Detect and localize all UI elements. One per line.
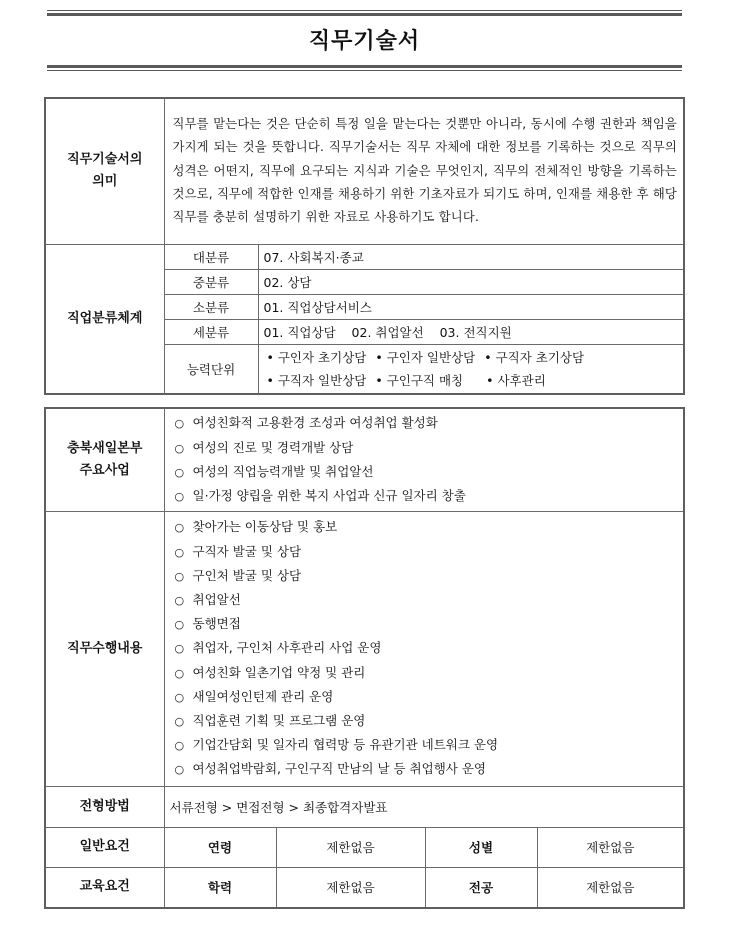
main-business-item: [175, 460, 684, 484]
classification-name: 중분류: [164, 269, 258, 294]
duty-item-text: 취업자, 구인처 사후관리 사업 운영: [192, 640, 382, 656]
duty-item: [175, 612, 684, 636]
job-description-table: [44, 97, 685, 395]
main-business-list-cell: [164, 408, 684, 511]
duties-list: [165, 515, 684, 781]
classification-value: 07. 사회복지·종교: [258, 244, 684, 269]
circle-bullet-icon: ○: [174, 569, 185, 583]
circle-bullet-icon: ○: [174, 618, 185, 632]
title-bottom-rule: [47, 65, 682, 71]
selection-value: 서류전형 > 면접전형 > 최종합격자발표: [164, 786, 684, 827]
duty-item-text: 직업훈련 기획 및 프로그램 운영: [192, 713, 366, 728]
duties-label: 직무수행내용: [45, 511, 164, 786]
main-business-label-line2: 주요사업: [79, 462, 130, 478]
main-business-item: [175, 484, 684, 508]
circle-bullet-icon: ○: [174, 441, 185, 455]
duty-item: [175, 515, 684, 539]
general-requirements-row: [45, 827, 684, 867]
document-title: 직무기술서: [308, 29, 421, 54]
meaning-label: [45, 98, 164, 244]
title-top-rule: [47, 10, 682, 16]
circle-bullet-icon: ○: [174, 521, 185, 535]
ability-unit: • 구인자 초기상담: [266, 349, 367, 365]
duty-item-text: 여성취업박람회, 구인구직 만남의 날 등 취업행사 운영: [192, 761, 486, 777]
meaning-row: [45, 98, 684, 244]
selection-row: [45, 786, 684, 827]
duty-item-text: 찾아가는 이동상담 및 홍보: [192, 519, 338, 535]
business-duties-table: [44, 407, 685, 909]
ability-unit: • 사후관리: [486, 372, 546, 388]
main-business-item-text: 여성친화적 고용환경 조성과 여성취업 활성화: [192, 415, 438, 431]
main-business-item-text: 여성의 직업능력개발 및 취업알선: [192, 463, 374, 479]
duty-item: [175, 588, 684, 612]
duty-item-text: 구직자 발굴 및 상담: [192, 543, 302, 559]
ability-unit: • 구직자 초기상담: [484, 349, 585, 365]
duty-item: [175, 540, 684, 564]
gender-value: 제한없음: [537, 827, 684, 867]
main-business-list: [165, 411, 684, 508]
major-label: 전공: [425, 867, 537, 908]
main-business-item-text: 일·가정 양립을 위한 복지 사업과 신규 일자리 창출: [192, 487, 466, 503]
age-value: 제한없음: [276, 827, 425, 867]
circle-bullet-icon: ○: [174, 417, 185, 431]
ability-units-label: 능력단위: [164, 344, 258, 394]
duty-item: [175, 636, 684, 660]
duty-item-text: 동행면접: [192, 616, 241, 632]
selection-label: 전형방법: [45, 786, 164, 827]
classification-name: 대분류: [164, 244, 258, 269]
main-business-item-text: 여성의 진로 및 경력개발 상담: [192, 439, 354, 455]
main-business-item: [175, 436, 684, 460]
education-requirements-label: 교육요건: [45, 867, 164, 908]
classification-label: 직업분류체계: [45, 244, 164, 394]
ability-unit: • 구인자 일반상담: [375, 349, 476, 365]
duty-item-text: 새일여성인턴제 관리 운영: [192, 688, 334, 704]
duty-item: [175, 733, 684, 757]
circle-bullet-icon: ○: [174, 593, 185, 607]
circle-bullet-icon: ○: [174, 763, 185, 777]
ability-units-list: [258, 344, 684, 394]
major-value: 제한없음: [537, 867, 684, 908]
circle-bullet-icon: ○: [174, 545, 185, 559]
circle-bullet-icon: ○: [174, 739, 185, 753]
gender-label: 성별: [425, 827, 537, 867]
meaning-label-line2: 의미: [92, 174, 118, 190]
circle-bullet-icon: ○: [174, 642, 185, 656]
main-business-item: [175, 411, 684, 435]
meaning-text: 직무를 맡는다는 것은 단순히 특정 일을 맡는다는 것뿐만 아니라, 동시에 수행 권한과 책임을 가지게 되는 것을 뜻합니다. 직무기술서는 직무 자체에 대한 정보를 기록하는 것으로 직무의 성격은 어떤지, 직무에 요구되는 지식과 기술은 무엇인지, 직무의 전체적인 방향을 기록하는 것으로, 직무에 적합한 인재를 채용하기 위한 기초자료가 되기도 하며, 인재를 채용한 후 해당 직무를 충분히 설명하기 위한 자료로 사용하기도 합니다.: [164, 98, 684, 244]
classification-value: 01. 직업상담서비스: [258, 294, 684, 319]
duty-item-text: 여성친화 일촌기업 약정 및 관리: [192, 664, 366, 680]
age-label: 연령: [164, 827, 276, 867]
duty-item: [175, 564, 684, 588]
main-business-label: [45, 408, 164, 511]
duty-item: [175, 685, 684, 709]
general-requirements-label: 일반요건: [45, 827, 164, 867]
circle-bullet-icon: ○: [174, 666, 185, 680]
education-requirements-row: [45, 867, 684, 908]
circle-bullet-icon: ○: [174, 489, 185, 503]
duty-item: [175, 757, 684, 781]
duties-row: [45, 511, 684, 786]
main-business-row: [45, 408, 684, 511]
ability-units-line: [259, 369, 684, 392]
ability-unit: • 구인구직 매칭: [375, 372, 464, 388]
degree-value: 제한없음: [276, 867, 425, 908]
duty-item: [175, 709, 684, 733]
classification-value: 02. 상담: [258, 269, 684, 294]
duty-item: [175, 661, 684, 685]
ability-units-line: [259, 346, 684, 369]
meaning-label-line1: 직무기술서의: [67, 152, 143, 168]
classification-name: 소분류: [164, 294, 258, 319]
duty-item-text: 기업간담회 및 일자리 협력망 등 유관기관 네트워크 운영: [192, 737, 499, 753]
duty-item-text: 취업알선: [192, 591, 241, 607]
classification-value: 01. 직업상담 02. 취업알선 03. 전직지원: [258, 319, 684, 344]
circle-bullet-icon: ○: [174, 715, 185, 728]
duties-list-cell: [164, 511, 684, 786]
circle-bullet-icon: ○: [174, 465, 185, 479]
ability-unit: • 구직자 일반상담: [266, 372, 367, 388]
classification-name: 세분류: [164, 319, 258, 344]
duty-item-text: 구인처 발굴 및 상담: [192, 567, 302, 583]
main-business-label-line1: 충북새일본부: [67, 440, 143, 456]
degree-label: 학력: [164, 867, 276, 908]
circle-bullet-icon: ○: [174, 690, 185, 704]
classification-row: [45, 244, 684, 269]
